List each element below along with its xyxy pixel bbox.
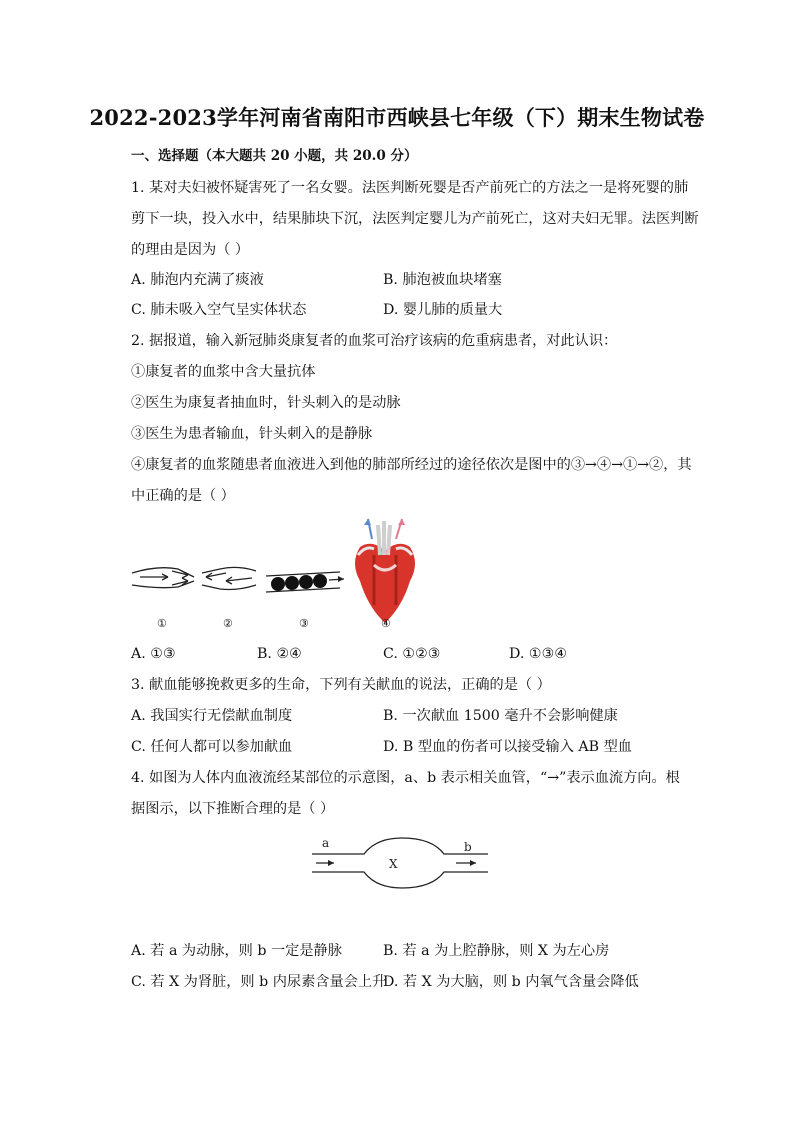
q1-line-3: 的理由是因为（ ） (131, 242, 250, 258)
q2-line-5: ④康复者的血浆随患者血液进入到他的肺部所经过的途径依次是图中的③→④→①→②，其 (131, 457, 692, 473)
q4-option-a[interactable]: A. 若 a 为动脉，则 b 一定是静脉 (131, 943, 342, 959)
q1-line-1: 1. 某对夫妇被怀疑害死了一名女婴。法医判断死婴是否产前死亡的方法之一是将死婴的肺 (131, 180, 689, 196)
q2-option-c[interactable]: C. ①②③ (383, 646, 441, 662)
q3-option-d[interactable]: D. B 型血的伤者可以接受输入 AB 型血 (383, 739, 632, 755)
figure-label-2: ② (223, 617, 233, 630)
q2-line-6: 中正确的是（ ） (131, 488, 235, 504)
q3-line-1: 3. 献血能够挽救更多的生命，下列有关献血的说法，正确的是（ ） (131, 677, 551, 693)
q2-option-d[interactable]: D. ①③④ (509, 646, 568, 662)
diagram-label-b: b (464, 840, 472, 854)
figure-label-3: ③ (299, 617, 309, 630)
q3-option-a[interactable]: A. 我国实行无偿献血制度 (131, 708, 293, 724)
q2-line-1: 2. 据报道，输入新冠肺炎康复者的血浆可治疗该病的危重病患者，对此认识： (131, 333, 618, 349)
q2-line-3: ②医生为康复者抽血时，针头刺入的是动脉 (131, 395, 401, 411)
q2-option-a[interactable]: A. ①③ (131, 646, 176, 662)
q1-option-d[interactable]: D. 婴儿肺的质量大 (383, 302, 503, 318)
q2-line-4: ③医生为患者输血，针头刺入的是静脉 (131, 426, 373, 442)
q4-option-c[interactable]: C. 若 X 为肾脏，则 b 内尿素含量会上升 (131, 974, 387, 990)
q1-option-a[interactable]: A. 肺泡内充满了痰液 (131, 272, 264, 288)
q4-option-b[interactable]: B. 若 a 为上腔静脉，则 X 为左心房 (383, 943, 610, 959)
q2-line-2: ①康复者的血浆中含大量抗体 (131, 364, 316, 380)
q1-line-2: 剪下一块，投入水中，结果肺块下沉，法医判定婴儿为产前死亡，这对夫妇无罪。法医判断 (131, 211, 699, 227)
section-heading: 一、选择题（本大题共 20 小题，共 20.0 分） (131, 148, 418, 164)
q4-line-2: 据图示，以下推断合理的是（ ） (131, 801, 335, 817)
q2-option-b[interactable]: B. ②④ (257, 646, 302, 662)
q1-option-c[interactable]: C. 肺未吸入空气呈实体状态 (131, 302, 307, 318)
page-title: 2022-2023学年河南省南阳市西峡县七年级（下）期末生物试卷 (89, 105, 705, 130)
blood-flow-diagram (308, 832, 493, 894)
vessel-3-drawing (266, 572, 344, 592)
q4-line-1: 4. 如图为人体内血液流经某部位的示意图，a、b 表示相关血管，“→”表示血流方向。根 (131, 770, 680, 786)
q1-option-b[interactable]: B. 肺泡被血块堵塞 (383, 272, 502, 288)
q3-option-c[interactable]: C. 任何人都可以参加献血 (131, 739, 293, 755)
heart-drawing (355, 519, 415, 623)
figure-label-4: ④ (381, 617, 391, 630)
diagram-label-a: a (322, 836, 330, 850)
vessel-1-drawing (132, 568, 194, 588)
vessel-2-drawing (202, 567, 256, 589)
q3-option-b[interactable]: B. 一次献血 1500 毫升不会影响健康 (383, 708, 618, 724)
q4-option-d[interactable]: D. 若 X 为大脑，则 b 内氧气含量会降低 (383, 974, 639, 990)
diagram-label-x: X (389, 857, 398, 871)
figure-label-1: ① (157, 617, 167, 630)
